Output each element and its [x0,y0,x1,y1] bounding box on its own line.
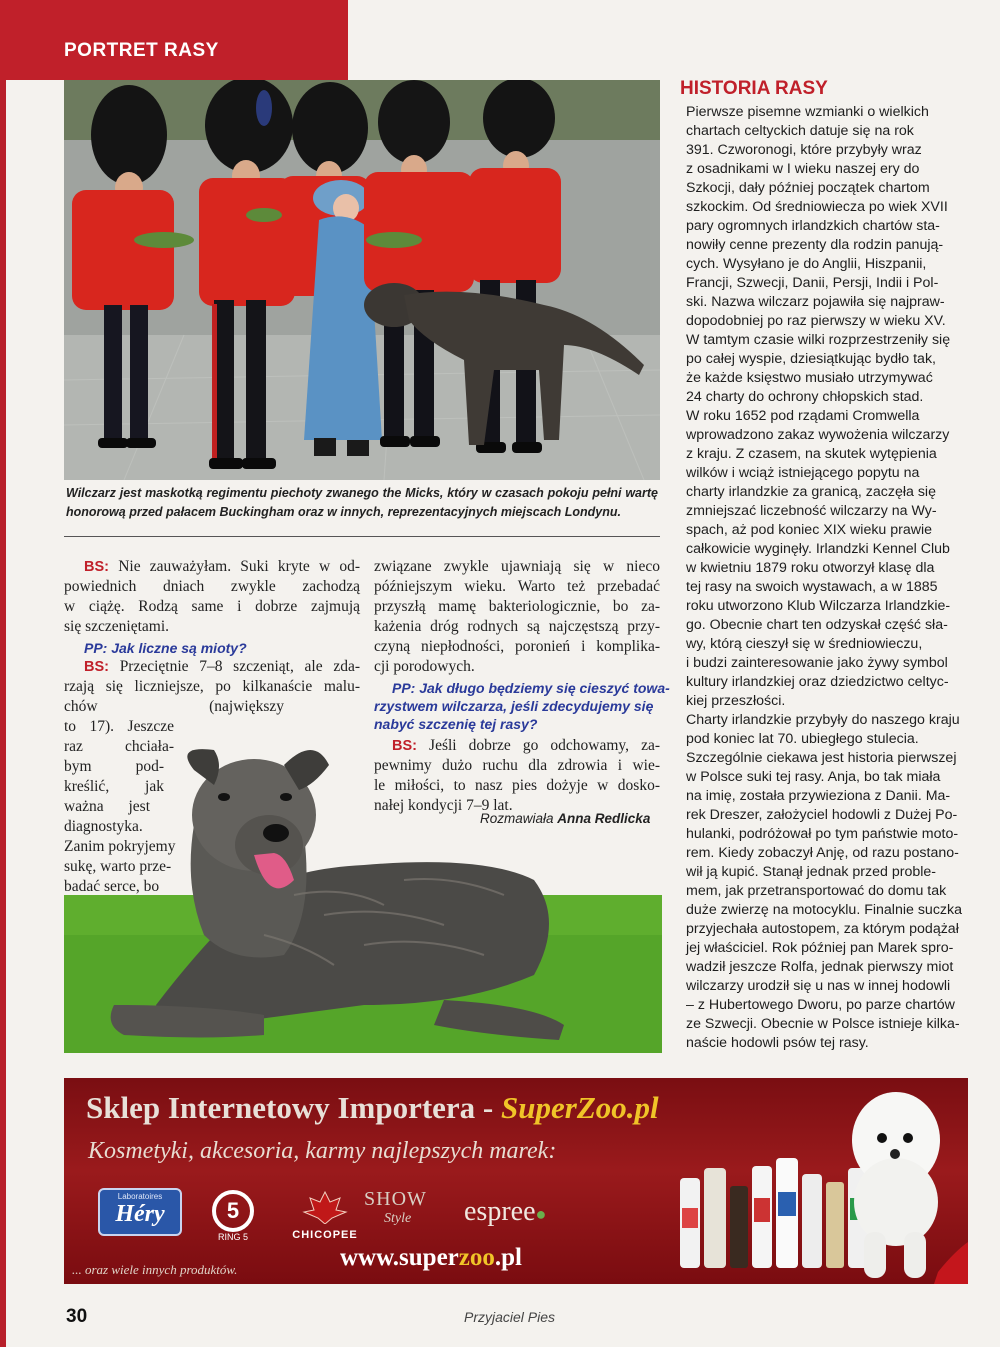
interview-line: badać serce, bo [64,878,160,895]
history-line: kiej przeszłości. [686,693,786,709]
interview-line: Zanim pokryjemy [64,838,176,855]
history-line: wy, którą cieszył się w średniowieczu, [686,636,923,652]
interview-line: rzają się liczniejsze, po kilkanaście malu- [64,678,360,695]
history-line: że każde księstwo musiało utrzymywać [686,370,933,386]
history-line: pary ogromnych irlandzkich chartów sta- [686,218,940,234]
history-line: Pierwsze pisemne wzmianki o wielkich [686,104,929,120]
history-line: Szczególnie ciekawa jest historia pierwszej [686,750,957,766]
history-line: rem. Kiedy zobaczył Anję, od razu postano- [686,845,959,861]
history-line: go. Obecnie chart ten odzyskał część sła- [686,617,948,633]
history-line: tej rasy na swoich wystawach, a w 1885 [686,579,938,595]
interview-line: to 17). Jeszcze [64,718,174,735]
interview-line: związane zwykle ujawniają się w nieco [374,558,660,575]
history-line: wilczarzy urodził się u nas w innej hodowli [686,978,951,994]
interview-line: pewnimy dużo ruchu dla zdrowia i wie- [374,757,660,774]
interview-line: diagnostyka. [64,818,143,835]
photo-caption: Wilczarz jest maskotką regimentu piechoty zwanego the Micks, który w czasach pokoju pełni wartę honorową przed pałacem Buckingham oraz w innych, reprezentacyjnych miejscach Londynu. [66,486,658,519]
history-line: z osadnikami w I wieku naszej ery do [686,161,920,177]
interview-line: każenia dróg rodnych są najczęstszą przy- [374,618,660,635]
interview-line: chów (największy [64,698,284,715]
history-line: charty irlandzkie za granicą, zaczęła się [686,484,936,500]
history-line: ze Szwecji. Obecnie w Polsce istnieje kilka- [686,1016,960,1032]
history-line: po całej wyspie, dziesiątkując bydło tak, [686,351,936,367]
history-line: na imię, została przywieziona z Danii. Ma- [686,788,951,804]
interview-author: Rozmawiała Anna Redlicka [480,811,651,826]
history-line: rek Dreszer, założyciel hodowli z Dużej Po- [686,807,958,823]
interview-line: przyszłą mamę bakteriologicznie, bo za- [374,598,660,615]
history-title: HISTORIA RASY [680,78,828,99]
history-line: zmniejszać liczebność wilczarzy na Wy- [686,503,937,519]
ad-website-link[interactable]: www.superzoo.pl [340,1244,522,1271]
history-line: spach, aż pod koniec XIX wieku prawie [686,522,933,538]
interview-question: PP: Jak liczne są mioty? [84,640,247,656]
history-line: nowiły cenne prezenty dla rodzin panują- [686,237,944,253]
history-line: roku utworzono Klub Wilczarza Irlandzkie- [686,598,951,614]
interview-line: BS: Nie zauważyłam. Suki kryte w od- [84,558,361,575]
ad-more-products: ... oraz wiele innych produktów. [72,1262,238,1277]
superzoo-advertisement[interactable] [64,1078,968,1284]
history-line: wilków i wciąż istniejącego popytu na [686,465,920,481]
history-line: Szkocji, dały później początek chartom [686,180,930,196]
interview-question: rzystwem wilczarza, jeśli zdecydujemy się [374,698,654,714]
history-line: Charty irlandzkie przybyły do naszego kraju [686,712,960,728]
magazine-name: Przyjaciel Pies [464,1309,556,1325]
history-line: cych. Wysyłano je do Anglii, Hiszpanii, [686,256,927,272]
history-line: kultury irlandzkiej oraz dziedzictwo celtyc- [686,674,949,690]
interview-line: BS: Przeciętnie 7–8 szczeniąt, ale zda- [84,658,360,675]
interview-line: BS: Jeśli dobrze go odchowamy, za- [392,737,660,754]
brand-logo-hery: Laboratoires Héry [98,1188,182,1236]
history-line: w kwietniu 1879 roku otworzył klasę dla [686,560,935,576]
divider [64,536,660,537]
history-line: dopodobniej po raz pierwszy w wieku XV. [686,313,946,329]
history-sidebar [680,78,970,102]
history-line: pod koniec lat 70. ubiegłego stulecia. [686,731,919,747]
interview-line: w ciążę. Rodzą same i dobrze zajmują [64,598,360,615]
history-line: mem, jak przetransportować do domu tak [686,883,947,899]
history-line: całkowicie wyginęły. Irlandzki Kennel Club [686,541,950,557]
history-line: ski. Nazwa wilczarz pojawiła się najpraw- [686,294,945,310]
page-number: 30 [66,1306,88,1327]
ad-subtitle: Kosmetyki, akcesoria, karmy najlepszych marek: [88,1138,557,1164]
section-title: PORTRET RASY [64,40,219,61]
brand-logo-ring5: 5 RING 5 [192,1186,274,1244]
left-border-stripe [0,80,6,1347]
history-line: wadził jeszcze Rolfa, jednak pierwszy miot [686,959,954,975]
photo-lying-wolfhound [64,705,662,1053]
history-line: W roku 1652 pod rządami Cromwella [686,408,920,424]
interview-line: nałej kondycji 7–9 lat. [374,797,513,814]
history-line: w Polsce suki tej rasy. Anja, bo tak miała [686,769,941,785]
interview-question: PP: Jak długo będziemy się cieszyć towa- [392,680,670,696]
history-line: 24 charty do ochrony chłopskich stad. [686,389,924,405]
interview-line: cji porodowych. [374,658,475,675]
history-line: Francji, Szwecji, Danii, Persji, Indii i Pol- [686,275,939,291]
history-line: szkockim. Od średniowiecza po wiek XVII [686,199,948,215]
interview-line: czyną niepłodności, poronień i komplika- [374,638,660,655]
interview-line: bym pod- [64,758,164,775]
brand-logo-chicopee: CHICOPEE [284,1190,366,1242]
poodle-image [834,1082,968,1284]
photo-guards-with-wolfhound [64,80,660,480]
history-line: przyjechała autostopem, za którym podążał [686,921,959,937]
history-line: z kraju. Z czasem, na skutek wytępienia [686,446,937,462]
interview-line: kreślić, jak [64,778,164,795]
history-line: naście hodowli psów tej rasy. [686,1035,869,1051]
history-line: W tamtym czasie wilki rozprzestrzeniły się [686,332,951,348]
interview-question: nabyć szczenię tej rasy? [374,716,538,732]
history-line: 391. Czworonogi, które przybyły wraz [686,142,922,158]
section-tab [0,0,348,80]
history-line: wprowadzono zakaz wywożenia wilczarzy [686,427,950,443]
history-line: – z Hubertowego Dworu, po parze chartów [686,997,955,1013]
interview-line: powiednich dniach zwykle zachodzą [64,578,360,595]
interview-line: późniejszym wieku. Warto też przebadać [374,578,660,595]
brand-logo-espree: espree● [464,1196,547,1227]
history-line: hulanki, podróżował po tym państwie moto- [686,826,959,842]
interview-line: raz chciała- [64,738,174,755]
history-line: wił ją kupić. Stanął jednak przed proble- [686,864,936,880]
brand-logo-show-style: SHOW Style [364,1188,427,1226]
history-line: jej właściciel. Rok później pan Marek spro- [686,940,954,956]
ad-headline: Sklep Internetowy Importera - SuperZoo.pl [86,1090,659,1125]
history-line: chartach celtyckich datuje się na rok [686,123,914,139]
history-line: duże zwierzę na motocyklu. Finalnie suczka [686,902,962,918]
interview-line: sukę, warto prze- [64,858,172,875]
history-line: i budzi zainteresowanie jako żywy symbol [686,655,948,671]
interview-line: się szczeniętami. [64,618,170,635]
interview-line: ważna jest [64,798,150,815]
interview-line: le miłości, to nasz pies dożyje w dosko- [374,777,660,794]
